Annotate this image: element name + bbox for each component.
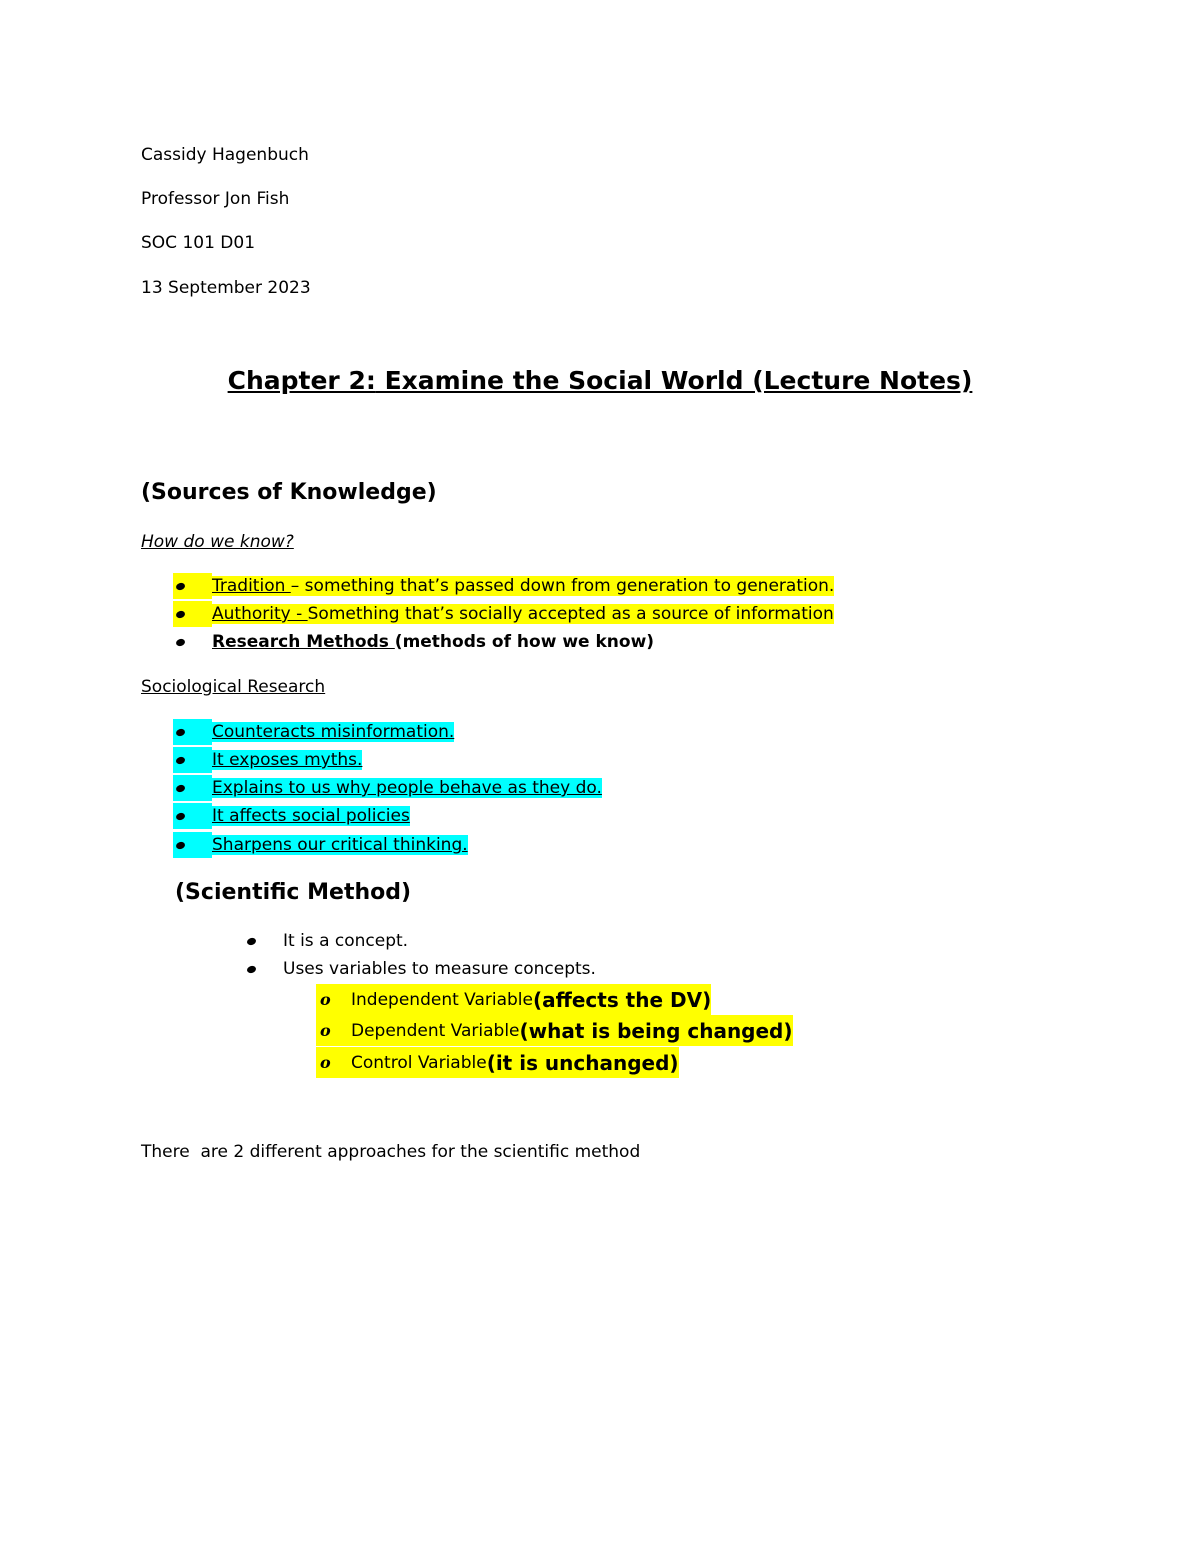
scientific-heading: (Scientific Method) — [175, 880, 412, 905]
sub-list-item — [316, 1015, 793, 1046]
list-item-text: Explains to us why people behave as they do. — [212, 778, 602, 798]
title-prefix: Chapter 2: — [227, 366, 376, 395]
variable-name: Control Variable — [351, 1052, 487, 1073]
list-item-desc: (methods of how we know) — [394, 632, 655, 652]
sources-question: How do we know? — [141, 532, 294, 552]
page-title — [0, 366, 1200, 395]
variable-note: (what is being changed) — [519, 1018, 793, 1043]
sub-list-item — [316, 1047, 679, 1078]
list-item — [173, 803, 410, 829]
list-item — [244, 956, 596, 982]
list-item-text: It affects social policies — [212, 806, 410, 826]
circle-bullet-icon: o — [320, 1053, 331, 1072]
bullet-icon — [246, 964, 257, 974]
variable-name: Dependent Variable — [351, 1020, 520, 1041]
bullet-icon — [175, 783, 186, 793]
circle-bullet-icon: o — [320, 990, 331, 1009]
list-item — [173, 775, 602, 801]
sources-heading: (Sources of Knowledge) — [141, 480, 437, 505]
closing-text: There are 2 different approaches for the scientific method — [141, 1142, 641, 1162]
list-item — [173, 601, 834, 627]
list-item-text: It exposes myths. — [212, 750, 363, 770]
list-item-term: Tradition — [212, 576, 291, 596]
bullet-icon — [175, 637, 186, 647]
list-item-text: Sharpens our critical thinking. — [212, 835, 468, 855]
course-code: SOC 101 D01 — [141, 233, 256, 253]
list-item-term: Authority - — [212, 604, 308, 624]
list-item-desc: – something that’s passed down from generation to generation. — [290, 576, 835, 596]
list-item-text: It is a concept. — [283, 931, 409, 951]
list-item-text: Counteracts misinformation. — [212, 722, 455, 742]
variable-note: (affects the DV) — [533, 987, 712, 1012]
bullet-icon — [175, 840, 186, 850]
bullet-icon — [175, 581, 186, 591]
student-name: Cassidy Hagenbuch — [141, 145, 309, 165]
bullet-icon — [175, 811, 186, 821]
bullet-icon — [175, 609, 186, 619]
bullet-icon — [175, 755, 186, 765]
list-item-term: Research Methods — [212, 632, 395, 652]
list-item-desc: Something that’s socially accepted as a source of information — [307, 604, 834, 624]
bullet-icon — [175, 727, 186, 737]
title-rest: Examine the Social World (Lecture Notes) — [375, 366, 973, 395]
list-item — [173, 719, 454, 745]
date: 13 September 2023 — [141, 278, 311, 298]
research-heading: Sociological Research — [141, 677, 326, 697]
list-item — [173, 747, 362, 773]
circle-bullet-icon: o — [320, 1021, 331, 1040]
variable-note: (it is unchanged) — [486, 1050, 679, 1075]
professor-name: Professor Jon Fish — [141, 189, 290, 209]
sub-list-item — [316, 984, 711, 1015]
bullet-icon — [246, 936, 257, 946]
list-item-text: Uses variables to measure concepts. — [283, 959, 596, 979]
list-item — [173, 832, 468, 858]
list-item — [173, 573, 834, 599]
variable-name: Independent Variable — [351, 989, 533, 1010]
list-item — [173, 629, 654, 655]
list-item — [244, 928, 408, 954]
